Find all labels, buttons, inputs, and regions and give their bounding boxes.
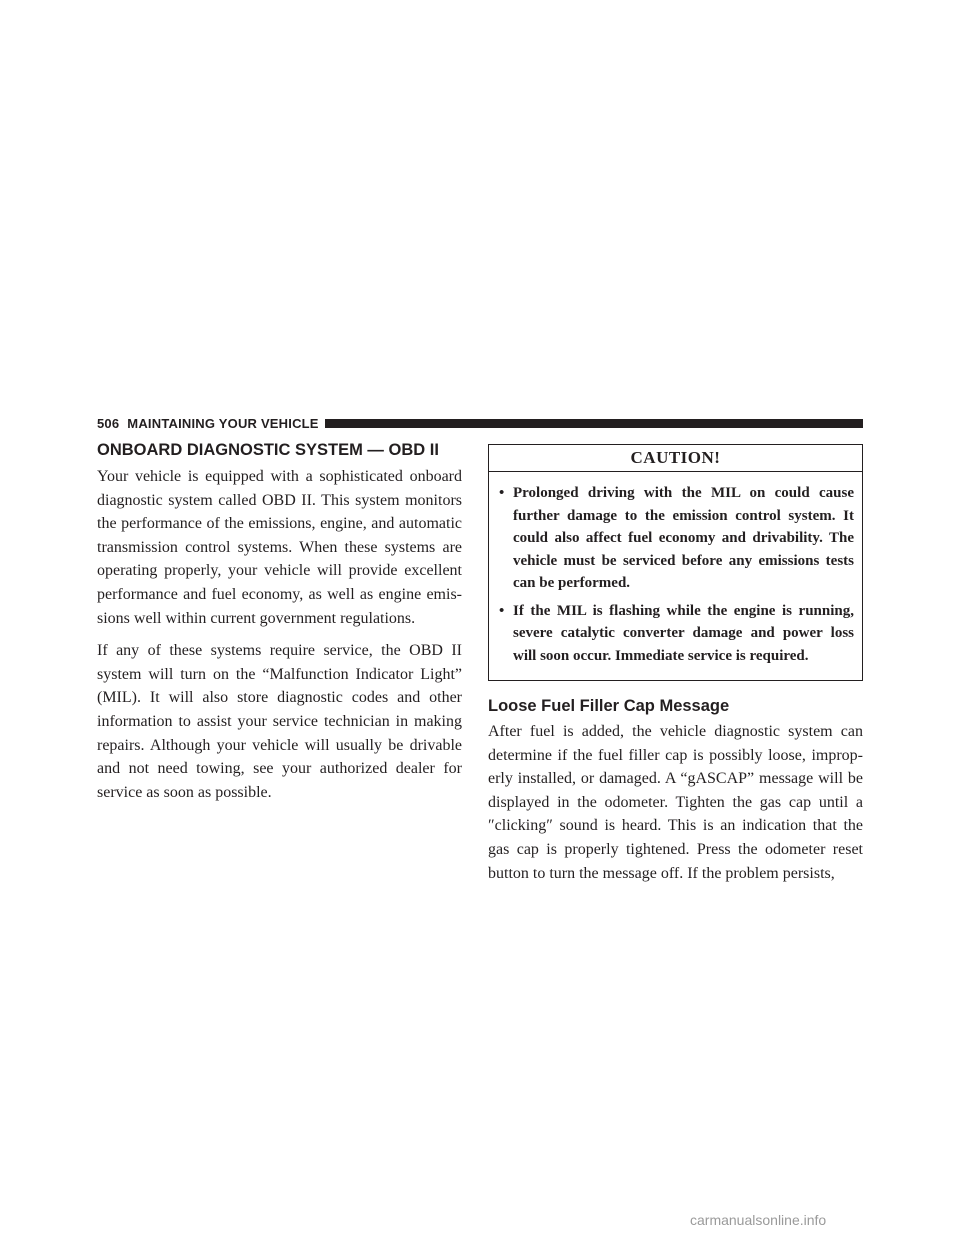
caution-item-text: If the MIL is flashing while the engine is running, severe catalytic converter damage and power loss will soon occur. Immediate service is required.	[513, 602, 854, 664]
caution-box	[488, 444, 863, 681]
caution-item	[499, 482, 854, 595]
section-title: MAINTAINING YOUR VEHICLE	[127, 415, 319, 431]
caution-title: CAUTION!	[489, 445, 862, 472]
caution-list	[489, 472, 862, 680]
paragraph-obd-service: If any of these systems require service, the OBD II system will turn on the “Malfunction Indicator Light” (MIL). It will also store diagnostic codes and other information to assist your service technician in making repairs. Although your vehicle will usually be drivable and not need towing, see your authorized dealer for service as soon as possible.	[97, 642, 462, 801]
page-number: 506	[97, 415, 120, 431]
paragraph-fuel-cap: After fuel is added, the vehicle diagnostic system can determine if the fuel filler cap is possibly loose, improperly installed, or damaged. A “gASCAP” message will be displayed in the odometer. Tighten the gas cap until a ″clicking″ sound is heard. This is an indication that the gas cap is properly tightened. Press the odometer reset button to turn the message off. If the problem persists,	[488, 723, 863, 882]
paragraph-obd-intro: Your vehicle is equipped with a sophisticated onboard diagnostic system called OBD II. This system monitors the performance of the emissions, engine, and automatic transmission control systems. When these systems are operating properly, your vehicle will provide excellent performance and fuel economy, as well as engine emissions well within current government regulations.	[97, 468, 462, 627]
caution-item	[499, 600, 854, 668]
watermark: carmanualsonline.info	[690, 1212, 827, 1228]
header-rule	[325, 419, 863, 428]
page-header	[97, 413, 863, 433]
left-column	[97, 440, 462, 813]
right-column	[488, 444, 863, 894]
subsection-heading: Loose Fuel Filler Cap Message	[488, 697, 730, 715]
caution-item-text: Prolonged driving with the MIL on could cause further damage to the emission control system. It could also affect fuel economy and drivability. The vehicle must be serviced before any emissions tests can be performed.	[513, 485, 854, 591]
bullet-icon: •	[499, 485, 505, 501]
section-heading: ONBOARD DIAGNOSTIC SYSTEM — OBD II	[97, 441, 439, 459]
bullet-icon: •	[499, 602, 505, 619]
